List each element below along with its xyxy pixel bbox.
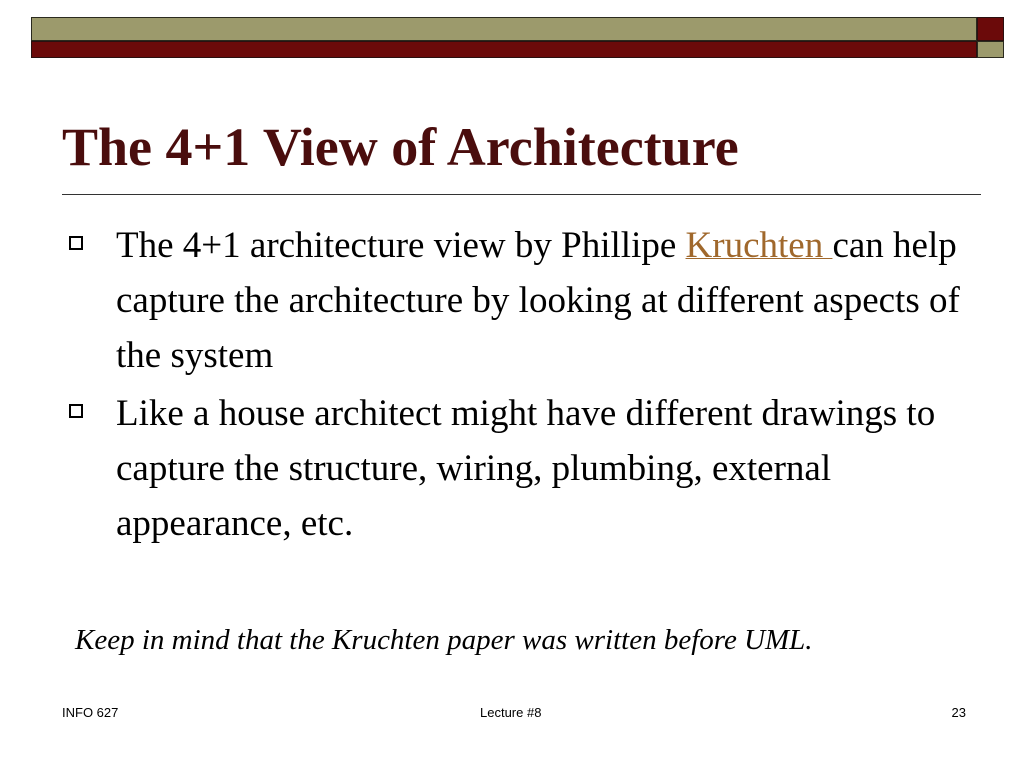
- bullet-list: [62, 218, 962, 554]
- square-bullet-icon: [69, 404, 83, 418]
- header-corner-maroon: [977, 17, 1004, 41]
- kruchten-link[interactable]: Kruchten: [685, 225, 833, 266]
- header-band-olive: [31, 17, 977, 41]
- slide-title: The 4+1 View of Architecture: [62, 117, 739, 177]
- footer-page-number: 23: [951, 705, 966, 720]
- header-band-maroon: [31, 41, 977, 58]
- footer-course: INFO 627: [62, 705, 119, 720]
- footer-lecture: Lecture #8: [480, 705, 542, 720]
- header-corner-olive: [977, 41, 1004, 58]
- bullet-item: [62, 218, 962, 383]
- italic-note: Keep in mind that the Kruchten paper was written before UML.: [75, 624, 813, 656]
- bullet-item: [62, 386, 962, 551]
- title-divider: [62, 194, 981, 195]
- square-bullet-icon: [69, 236, 83, 250]
- bullet-text: Like a house architect might have different drawings to capture the structure, wiring, plumbing, external appearance, etc.: [116, 393, 936, 544]
- bullet-text-part: The 4+1 architecture view by Phillipe: [116, 225, 686, 266]
- bullet-text-part: can help capture the architecture by looking at different aspects of the system: [116, 225, 960, 376]
